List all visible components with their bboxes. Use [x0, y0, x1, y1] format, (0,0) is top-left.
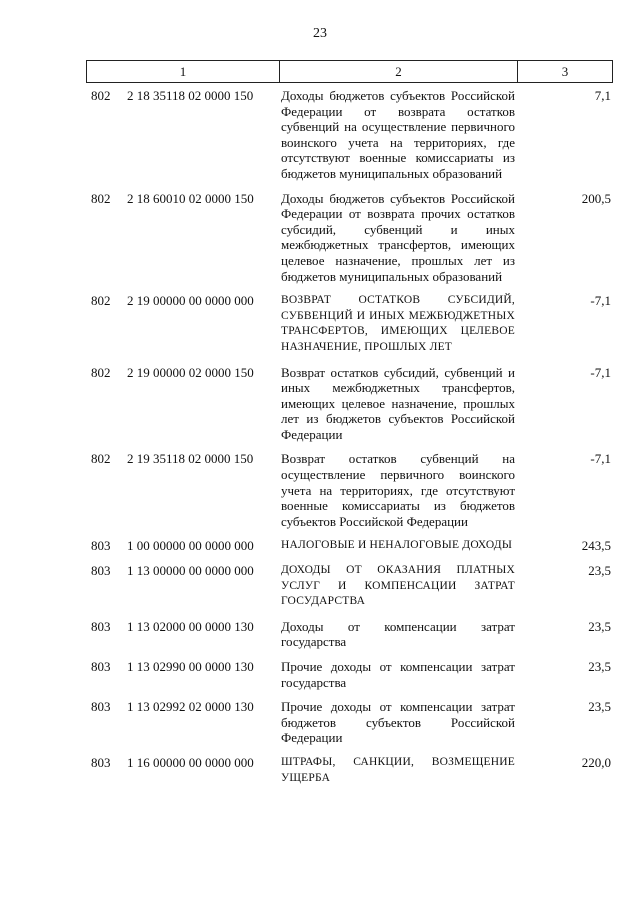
revenue-name-cell: Доходы бюджетов субъектов Российской Федерации от возврата остатков субвенций на осуществление первичного воинского учета на территориях, где отсутствуют военные комиссариаты из бюджетов муниципальных образований [281, 88, 515, 181]
revenue-code-cell: 1 16 00000 00 0000 000 [127, 754, 254, 770]
revenue-name-cell: НАЛОГОВЫЕ И НЕНАЛОГОВЫЕ ДОХОДЫ [281, 539, 513, 552]
amount-cell: 23,5 [588, 699, 611, 715]
revenue-name-cell: Возврат остатков субвенций на осуществление первичного воинского учета на территориях, где отсутствуют военные комиссариаты из бюджетов субъектов Российской Федерации [281, 451, 515, 529]
revenue-code-cell: 2 19 00000 00 0000 000 [127, 293, 254, 309]
amount-cell: 243,5 [581, 538, 611, 554]
table-row [86, 191, 613, 285]
amount-cell: 23,5 [588, 563, 611, 579]
revenue-code-cell: 1 13 02000 00 0000 130 [127, 618, 254, 634]
admin-code-cell: 802 [91, 451, 111, 467]
table-row [86, 538, 613, 554]
revenue-code-cell: 2 19 35118 02 0000 150 [127, 451, 254, 467]
revenue-code-cell: 2 18 35118 02 0000 150 [127, 88, 254, 103]
revenue-name-cell: ВОЗВРАТ ОСТАТКОВ СУБСИДИЙ, СУБВЕНЦИЙ И ИНЫХ МЕЖБЮДЖЕТНЫХ ТРАНСФЕРТОВ, ИМЕЮЩИХ ЦЕЛЕВОЕ НАЗНАЧЕНИЕ, ПРОШЛЫХ ЛЕТ [281, 294, 515, 353]
revenue-name-cell: Возврат остатков субсидий, субвенций и иных межбюджетных трансфертов, имеющих целевое назначение, прошлых лет из бюджетов субъектов Российской Федерации [281, 364, 515, 442]
admin-code-cell: 803 [91, 754, 111, 770]
admin-code-cell: 803 [91, 538, 111, 554]
revenue-name-cell: ШТРАФЫ, САНКЦИИ, ВОЗМЕЩЕНИЕ УЩЕРБА [281, 755, 515, 784]
revenue-code-cell: 2 19 00000 02 0000 150 [127, 364, 254, 380]
table-row [86, 755, 613, 786]
revenue-code-cell: 1 13 02992 02 0000 130 [127, 699, 254, 715]
amount-cell: -7,1 [590, 293, 611, 309]
admin-code-cell: 802 [91, 88, 111, 103]
page-number: 23 [313, 26, 327, 41]
table-row [86, 293, 613, 355]
column-header-2: 2 [280, 61, 518, 82]
amount-cell: 200,5 [581, 190, 611, 206]
revenue-name-cell: Доходы бюджетов субъектов Российской Федерации от возврата прочих остатков субсидий, субвенций и иных межбюджетных трансфертов, имеющих целевое назначение, прошлых лет из бюджетов муниципальных образований [281, 190, 515, 284]
revenue-name-cell: ДОХОДЫ ОТ ОКАЗАНИЯ ПЛАТНЫХ УСЛУГ И КОМПЕНСАЦИИ ЗАТРАТ ГОСУДАРСТВА [281, 564, 515, 608]
table-row [86, 699, 613, 746]
amount-cell: 220,0 [581, 754, 611, 770]
admin-code-cell: 802 [91, 293, 111, 309]
admin-code-cell: 802 [91, 364, 111, 380]
admin-code-cell: 803 [91, 699, 111, 715]
revenue-code-cell: 1 13 00000 00 0000 000 [127, 563, 254, 579]
table-row [86, 619, 613, 650]
revenue-name-cell: Прочие доходы от компенсации затрат государства [281, 659, 515, 690]
admin-code-cell: 803 [91, 563, 111, 579]
amount-cell: -7,1 [590, 451, 611, 467]
amount-cell: 7,1 [594, 88, 611, 103]
amount-cell: 23,5 [588, 618, 611, 634]
amount-cell: 23,5 [588, 659, 611, 674]
table-row [86, 451, 613, 529]
amount-cell: -7,1 [590, 364, 611, 380]
revenue-name-cell: Прочие доходы от компенсации затрат бюджетов субъектов Российской Федерации [281, 699, 515, 746]
table-row [86, 365, 613, 443]
column-header-1: 1 [87, 61, 280, 82]
revenue-name-cell: Доходы от компенсации затрат государства [281, 618, 515, 650]
revenue-code-cell: 2 18 60010 02 0000 150 [127, 190, 254, 206]
table-row [86, 659, 613, 690]
table-body [86, 88, 613, 786]
revenue-code-cell: 1 00 00000 00 0000 000 [127, 538, 254, 554]
admin-code-cell: 803 [91, 618, 111, 634]
table-row [86, 563, 613, 610]
budget-table [86, 60, 613, 795]
admin-code-cell: 802 [91, 190, 111, 206]
revenue-code-cell: 1 13 02990 00 0000 130 [127, 659, 254, 674]
column-header-3: 3 [561, 64, 569, 79]
table-header [86, 60, 613, 83]
table-row [86, 88, 613, 182]
admin-code-cell: 803 [91, 659, 111, 674]
